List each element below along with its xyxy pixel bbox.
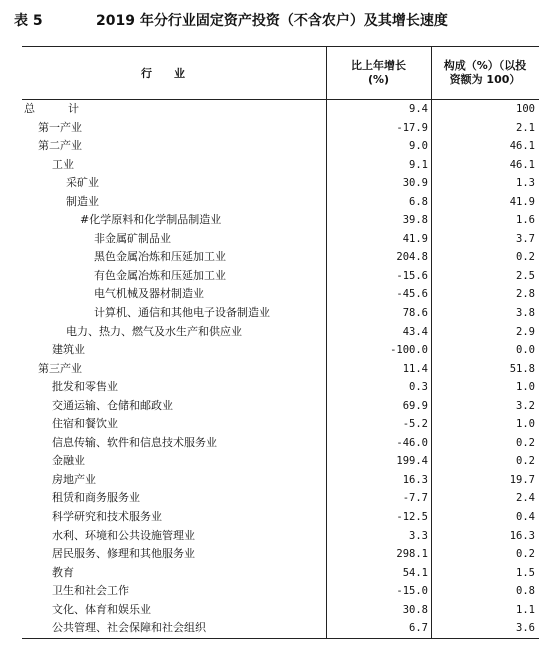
industry-name: 建筑业	[52, 343, 85, 357]
table-body	[22, 100, 539, 638]
growth-value: 11.4	[402, 362, 428, 375]
table-row	[22, 545, 539, 564]
composition-value: 1.3	[516, 177, 535, 190]
growth-value: 199.4	[396, 455, 428, 468]
composition-value: 0.2	[516, 251, 535, 264]
growth-value: -46.0	[396, 436, 428, 449]
table-row	[22, 267, 539, 286]
industry-name: 电气机械及器材制造业	[94, 287, 204, 301]
composition-value: 3.8	[516, 307, 535, 320]
industry-name: 交通运输、仓储和邮政业	[52, 398, 173, 412]
growth-value: 54.1	[402, 566, 428, 579]
industry-name: #化学原料和化学制品制造业	[80, 213, 222, 227]
composition-value: 46.1	[509, 158, 535, 171]
table-row	[22, 582, 539, 601]
industry-name: 黑色金属冶炼和压延加工业	[94, 250, 226, 264]
table-row	[22, 508, 539, 527]
growth-value: 3.3	[409, 529, 428, 542]
composition-value: 1.0	[516, 418, 535, 431]
growth-value: 298.1	[396, 548, 428, 561]
composition-value: 1.0	[516, 381, 535, 394]
industry-name: 金融业	[52, 454, 85, 468]
industry-name: 住宿和餐饮业	[52, 417, 118, 431]
composition-value: 41.9	[509, 195, 535, 208]
table-title	[0, 8, 551, 30]
growth-value: 30.8	[402, 603, 428, 616]
growth-value: 39.8	[402, 214, 428, 227]
composition-value: 1.6	[516, 214, 535, 227]
table-row	[22, 174, 539, 193]
composition-value: 0.8	[516, 585, 535, 598]
table-row	[22, 119, 539, 138]
composition-value: 2.4	[516, 492, 535, 505]
composition-value: 0.0	[516, 344, 535, 357]
table-row	[22, 323, 539, 342]
industry-name: 教育	[52, 565, 74, 579]
composition-value: 0.2	[516, 548, 535, 561]
composition-value: 2.1	[516, 121, 535, 134]
composition-value: 2.9	[516, 325, 535, 338]
industry-name: 第三产业	[38, 361, 82, 375]
growth-value: 78.6	[402, 307, 428, 320]
composition-value: 0.2	[516, 455, 535, 468]
industry-name: 居民服务、修理和其他服务业	[52, 547, 195, 561]
industry-name: 计算机、通信和其他电子设备制造业	[94, 306, 270, 320]
table-row	[22, 452, 539, 471]
composition-value: 0.2	[516, 436, 535, 449]
table-row	[22, 471, 539, 490]
table-row	[22, 360, 539, 379]
table-row	[22, 211, 539, 230]
growth-value: 9.1	[409, 158, 428, 171]
composition-value: 0.4	[516, 511, 535, 524]
investment-table	[22, 46, 539, 639]
composition-value: 51.8	[509, 362, 535, 375]
industry-name: 房地产业	[52, 472, 96, 486]
growth-value: 43.4	[402, 325, 428, 338]
industry-name: 制造业	[66, 194, 99, 208]
composition-value: 19.7	[509, 473, 535, 486]
industry-name: 采矿业	[66, 176, 99, 190]
growth-value: -12.5	[396, 511, 428, 524]
growth-value: -15.6	[396, 269, 428, 282]
growth-value: -7.7	[402, 492, 428, 505]
header-growth: 比上年增长 (%)	[326, 47, 432, 99]
composition-value: 3.2	[516, 399, 535, 412]
growth-value: 204.8	[396, 251, 428, 264]
composition-value: 2.8	[516, 288, 535, 301]
table-row	[22, 489, 539, 508]
table-row	[22, 193, 539, 212]
industry-name: 文化、体育和娱乐业	[52, 602, 151, 616]
table-row	[22, 601, 539, 620]
growth-value: 30.9	[402, 177, 428, 190]
table-row	[22, 100, 539, 119]
growth-value: 6.8	[409, 195, 428, 208]
industry-name: 第二产业	[38, 139, 82, 153]
composition-value: 100	[516, 103, 535, 115]
table-row	[22, 527, 539, 546]
industry-name: 卫生和社会工作	[52, 584, 129, 598]
table-row	[22, 230, 539, 249]
table-row	[22, 285, 539, 304]
industry-name: 信息传输、软件和信息技术服务业	[52, 435, 217, 449]
growth-value: 0.3	[409, 381, 428, 394]
composition-value: 3.6	[516, 622, 535, 635]
table-row	[22, 397, 539, 416]
industry-name: 电力、热力、燃气及水生产和供应业	[66, 324, 242, 338]
table-row	[22, 415, 539, 434]
industry-name: 科学研究和技术服务业	[52, 510, 162, 524]
industry-name: 总 计	[24, 102, 79, 115]
industry-name: 租赁和商务服务业	[52, 491, 140, 505]
growth-value: -17.9	[396, 121, 428, 134]
table-row	[22, 378, 539, 397]
growth-value: 41.9	[402, 232, 428, 245]
composition-value: 1.5	[516, 566, 535, 579]
growth-value: -100.0	[390, 344, 428, 357]
header-composition: 构成（%）（以投 资额为 100）	[443, 59, 527, 86]
table-caption: 2019 年分行业固定资产投资（不含农户）及其增长速度	[96, 13, 448, 29]
composition-value: 16.3	[509, 529, 535, 542]
industry-name: 水利、环境和公共设施管理业	[52, 528, 195, 542]
table-row	[22, 564, 539, 583]
growth-value: 6.7	[409, 622, 428, 635]
growth-value: -45.6	[396, 288, 428, 301]
growth-value: 69.9	[402, 399, 428, 412]
composition-value: 2.5	[516, 269, 535, 282]
industry-name: 有色金属冶炼和压延加工业	[94, 268, 226, 282]
growth-value: -5.2	[402, 418, 428, 431]
growth-value: 9.0	[409, 140, 428, 153]
industry-name: 第一产业	[38, 120, 82, 134]
table-row	[22, 619, 539, 638]
growth-value: -15.0	[396, 585, 428, 598]
growth-value: 16.3	[402, 473, 428, 486]
industry-name: 非金属矿制品业	[94, 231, 171, 245]
table-row	[22, 248, 539, 267]
table-row	[22, 434, 539, 453]
table-row	[22, 304, 539, 323]
industry-name: 工业	[52, 157, 74, 171]
table-row	[22, 137, 539, 156]
table-header	[22, 47, 539, 100]
table-row	[22, 341, 539, 360]
composition-value: 46.1	[509, 140, 535, 153]
industry-name: 批发和零售业	[52, 380, 118, 394]
growth-value: 9.4	[409, 103, 428, 115]
table-row	[22, 156, 539, 175]
composition-value: 1.1	[516, 603, 535, 616]
industry-name: 公共管理、社会保障和社会组织	[52, 621, 206, 635]
header-industry: 行业	[22, 47, 327, 99]
table-number: 表 5	[14, 13, 43, 29]
composition-value: 3.7	[516, 232, 535, 245]
